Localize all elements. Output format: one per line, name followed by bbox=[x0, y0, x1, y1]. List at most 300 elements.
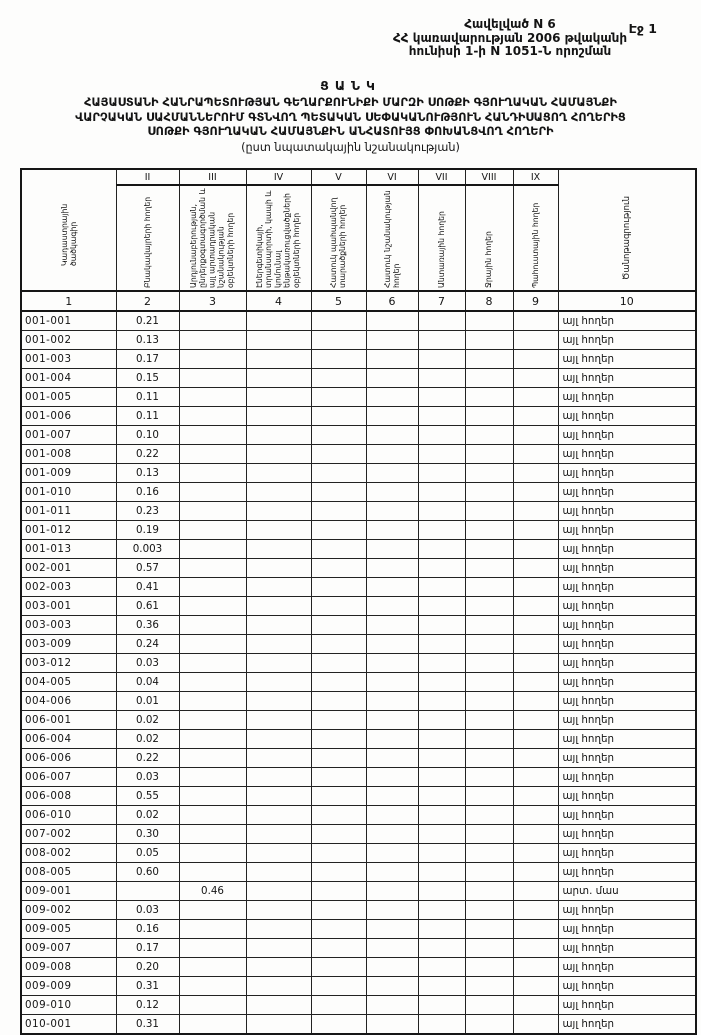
cadastral-code-cell: 003-001 bbox=[21, 597, 116, 616]
note-cell: այլ հողեր bbox=[558, 787, 696, 806]
land-area-cell bbox=[465, 311, 513, 331]
land-area-cell bbox=[465, 844, 513, 863]
land-area-cell bbox=[418, 483, 465, 502]
land-area-cell bbox=[366, 977, 418, 996]
land-area-cell bbox=[465, 559, 513, 578]
land-area-cell bbox=[418, 407, 465, 426]
land-area-cell bbox=[179, 311, 246, 331]
note-cell: այլ հողեր bbox=[558, 844, 696, 863]
table-row bbox=[21, 901, 696, 920]
land-area-cell bbox=[513, 806, 558, 825]
land-area-cell bbox=[366, 464, 418, 483]
land-area-cell bbox=[513, 426, 558, 445]
land-area-cell bbox=[513, 483, 558, 502]
note-cell: այլ հողեր bbox=[558, 711, 696, 730]
land-area-cell bbox=[513, 350, 558, 369]
land-area-cell bbox=[418, 768, 465, 787]
land-area-cell bbox=[366, 597, 418, 616]
land-area-cell: 0.57 bbox=[116, 559, 179, 578]
table-row bbox=[21, 730, 696, 749]
land-area-cell bbox=[179, 616, 246, 635]
note-cell: այլ հողեր bbox=[558, 311, 696, 331]
land-area-cell bbox=[418, 1015, 465, 1035]
land-area-cell bbox=[246, 844, 311, 863]
land-area-cell bbox=[465, 445, 513, 464]
table-row bbox=[21, 616, 696, 635]
land-area-cell bbox=[366, 787, 418, 806]
land-area-cell bbox=[418, 730, 465, 749]
table-row bbox=[21, 311, 696, 331]
land-area-cell bbox=[418, 958, 465, 977]
note-cell: այլ հողեր bbox=[558, 483, 696, 502]
land-area-cell bbox=[179, 673, 246, 692]
note-cell: այլ հողեր bbox=[558, 977, 696, 996]
table-row bbox=[21, 407, 696, 426]
land-area-cell: 0.31 bbox=[116, 1015, 179, 1035]
land-area-cell bbox=[513, 711, 558, 730]
table-row bbox=[21, 540, 696, 559]
land-area-cell bbox=[465, 730, 513, 749]
note-cell: այլ հողեր bbox=[558, 654, 696, 673]
column-number: 1 bbox=[21, 291, 116, 311]
land-area-cell bbox=[366, 692, 418, 711]
land-area-cell bbox=[366, 369, 418, 388]
land-area-cell bbox=[418, 920, 465, 939]
land-area-cell bbox=[418, 654, 465, 673]
land-area-cell bbox=[418, 388, 465, 407]
land-area-cell bbox=[246, 559, 311, 578]
land-area-cell bbox=[465, 768, 513, 787]
table-row bbox=[21, 958, 696, 977]
land-area-cell bbox=[513, 920, 558, 939]
table-row bbox=[21, 787, 696, 806]
land-area-cell bbox=[418, 616, 465, 635]
land-area-cell bbox=[246, 882, 311, 901]
note-cell: այլ հողեր bbox=[558, 597, 696, 616]
land-area-cell bbox=[246, 407, 311, 426]
table-row bbox=[21, 331, 696, 350]
land-area-cell bbox=[418, 502, 465, 521]
land-area-cell bbox=[366, 730, 418, 749]
land-area-cell bbox=[246, 502, 311, 521]
land-area-cell bbox=[366, 711, 418, 730]
land-area-cell bbox=[465, 939, 513, 958]
land-area-cell bbox=[179, 901, 246, 920]
land-area-cell bbox=[246, 673, 311, 692]
land-area-cell bbox=[179, 787, 246, 806]
land-area-cell bbox=[513, 578, 558, 597]
land-area-cell bbox=[366, 407, 418, 426]
cadastral-code-cell: 006-001 bbox=[21, 711, 116, 730]
land-area-cell bbox=[366, 654, 418, 673]
numeral-col4: IV bbox=[246, 169, 311, 185]
land-area-cell: 0.41 bbox=[116, 578, 179, 597]
land-area-cell bbox=[513, 464, 558, 483]
land-area-cell bbox=[366, 445, 418, 464]
land-area-cell: 0.17 bbox=[116, 939, 179, 958]
land-area-cell bbox=[465, 977, 513, 996]
cadastral-code-cell: 003-003 bbox=[21, 616, 116, 635]
land-area-cell bbox=[513, 635, 558, 654]
land-area-cell bbox=[465, 635, 513, 654]
land-area-cell bbox=[513, 654, 558, 673]
note-cell: այլ հողեր bbox=[558, 502, 696, 521]
land-area-cell bbox=[465, 692, 513, 711]
title-line: ՀԱՅԱՍՏԱՆԻ ՀԱՆՐԱՊԵՏՈՒԹՅԱՆ ԳԵՂԱՐՔՈՒՆԻՔԻ ՄԱՐԶԻ ՍՈԹՔԻ ԳՅՈՒՂԱԿԱՆ ՀԱՄԱՅՆՔԻ bbox=[84, 96, 617, 109]
roman-numerals-row bbox=[21, 169, 696, 185]
land-area-cell bbox=[465, 502, 513, 521]
land-area-cell bbox=[179, 692, 246, 711]
land-area-cell bbox=[465, 920, 513, 939]
note-cell: այլ հողեր bbox=[558, 388, 696, 407]
land-area-cell bbox=[311, 578, 366, 597]
land-area-cell bbox=[513, 616, 558, 635]
appendix-line: հունիսի 1-ի N 1051-Ն որոշման bbox=[408, 44, 612, 58]
table-row bbox=[21, 863, 696, 882]
land-area-cell bbox=[465, 882, 513, 901]
land-area-cell bbox=[418, 331, 465, 350]
land-area-cell bbox=[246, 730, 311, 749]
header-special-purpose-lands: Հատուկ նշանակության հողեր bbox=[366, 185, 418, 291]
cadastral-code-cell: 009-009 bbox=[21, 977, 116, 996]
cadastral-code-cell: 001-005 bbox=[21, 388, 116, 407]
land-area-cell bbox=[465, 673, 513, 692]
land-area-cell: 0.46 bbox=[179, 882, 246, 901]
land-area-cell bbox=[418, 445, 465, 464]
land-area-cell bbox=[418, 673, 465, 692]
land-area-cell bbox=[366, 673, 418, 692]
header-water-lands: Ջրային հողեր bbox=[465, 185, 513, 291]
land-area-cell bbox=[465, 616, 513, 635]
land-area-cell bbox=[246, 426, 311, 445]
land-area-cell: 0.60 bbox=[116, 863, 179, 882]
land-area-cell bbox=[311, 464, 366, 483]
land-area-cell bbox=[366, 1015, 418, 1035]
land-area-cell bbox=[366, 540, 418, 559]
land-area-cell bbox=[311, 369, 366, 388]
table-row bbox=[21, 445, 696, 464]
land-area-cell bbox=[366, 958, 418, 977]
column-number: 9 bbox=[513, 291, 558, 311]
table-row bbox=[21, 350, 696, 369]
land-area-cell bbox=[246, 388, 311, 407]
land-area-cell bbox=[311, 407, 366, 426]
cadastral-code-cell: 009-005 bbox=[21, 920, 116, 939]
land-area-cell bbox=[513, 749, 558, 768]
header-cadastral-code: Կադաստրային ծածկագիր bbox=[21, 169, 116, 291]
land-area-cell bbox=[418, 559, 465, 578]
land-area-cell bbox=[513, 958, 558, 977]
land-area-cell bbox=[311, 958, 366, 977]
land-area-cell bbox=[311, 597, 366, 616]
land-area-cell: 0.01 bbox=[116, 692, 179, 711]
document-title bbox=[0, 79, 701, 156]
note-cell: այլ հողեր bbox=[558, 825, 696, 844]
land-area-cell bbox=[465, 958, 513, 977]
land-area-cell bbox=[465, 483, 513, 502]
header-note-column: Ծանոթագրություն bbox=[558, 169, 696, 291]
column-number: 5 bbox=[311, 291, 366, 311]
land-area-cell bbox=[513, 445, 558, 464]
land-area-cell bbox=[366, 920, 418, 939]
table-row bbox=[21, 502, 696, 521]
land-area-cell bbox=[418, 863, 465, 882]
land-area-cell bbox=[311, 768, 366, 787]
header-forest-lands: Անտառային հողեր bbox=[418, 185, 465, 291]
land-area-cell bbox=[311, 616, 366, 635]
land-area-cell bbox=[366, 483, 418, 502]
land-area-cell bbox=[179, 350, 246, 369]
land-area-cell bbox=[311, 882, 366, 901]
land-area-cell bbox=[366, 901, 418, 920]
land-area-cell bbox=[311, 445, 366, 464]
land-area-cell bbox=[513, 692, 558, 711]
land-area-cell bbox=[311, 787, 366, 806]
land-area-cell bbox=[465, 654, 513, 673]
table-row bbox=[21, 806, 696, 825]
note-cell: այլ հողեր bbox=[558, 996, 696, 1015]
table-row bbox=[21, 369, 696, 388]
land-area-cell bbox=[246, 483, 311, 502]
land-area-cell bbox=[513, 939, 558, 958]
land-area-cell bbox=[366, 559, 418, 578]
land-area-cell bbox=[465, 597, 513, 616]
land-area-cell bbox=[366, 768, 418, 787]
land-area-cell bbox=[418, 787, 465, 806]
appendix-reference bbox=[345, 18, 675, 59]
land-area-cell bbox=[465, 863, 513, 882]
land-area-cell bbox=[366, 578, 418, 597]
table-row bbox=[21, 388, 696, 407]
numeral-col2: II bbox=[116, 169, 179, 185]
land-area-cell: 0.05 bbox=[116, 844, 179, 863]
land-area-cell: 0.02 bbox=[116, 730, 179, 749]
land-area-cell: 0.13 bbox=[116, 331, 179, 350]
header-residential-lands: Բնակավայրերի հողեր bbox=[116, 185, 179, 291]
land-area-cell bbox=[418, 901, 465, 920]
column-number: 6 bbox=[366, 291, 418, 311]
land-area-cell bbox=[418, 692, 465, 711]
header-protected-lands: Հատուկ պահպանվող տարածքների հողեր bbox=[311, 185, 366, 291]
cadastral-code-cell: 001-011 bbox=[21, 502, 116, 521]
land-area-cell bbox=[179, 977, 246, 996]
land-area-cell bbox=[246, 464, 311, 483]
note-cell: այլ հողեր bbox=[558, 350, 696, 369]
land-area-cell bbox=[465, 521, 513, 540]
cadastral-code-cell: 008-002 bbox=[21, 844, 116, 863]
land-area-cell bbox=[513, 311, 558, 331]
cadastral-code-cell: 006-007 bbox=[21, 768, 116, 787]
land-area-cell bbox=[311, 692, 366, 711]
cadastral-code-cell: 009-001 bbox=[21, 882, 116, 901]
title-line: ՎԱՐՉԱԿԱՆ ՍԱՀՄԱՆՆԵՐՈՒՄ ԳՏՆՎՈՂ ՊԵՏԱԿԱՆ ՍԵՓԱԿԱՆՈՒԹՅՈՒՆ ՀԱՆԴԻՍԱՑՈՂ ՀՈՂԵՐԻՑ bbox=[75, 110, 626, 124]
land-area-cell bbox=[366, 825, 418, 844]
table-row bbox=[21, 597, 696, 616]
cadastral-code-cell: 004-006 bbox=[21, 692, 116, 711]
land-area-cell bbox=[513, 787, 558, 806]
land-area-cell bbox=[246, 540, 311, 559]
land-area-cell bbox=[311, 863, 366, 882]
land-area-cell bbox=[513, 559, 558, 578]
land-area-cell bbox=[246, 616, 311, 635]
cadastral-code-cell: 009-002 bbox=[21, 901, 116, 920]
land-area-cell bbox=[465, 426, 513, 445]
table-row bbox=[21, 996, 696, 1015]
cadastral-code-cell: 009-007 bbox=[21, 939, 116, 958]
land-area-cell bbox=[179, 863, 246, 882]
land-area-cell bbox=[246, 749, 311, 768]
land-area-cell: 0.22 bbox=[116, 445, 179, 464]
land-area-cell: 0.12 bbox=[116, 996, 179, 1015]
cadastral-code-cell: 006-004 bbox=[21, 730, 116, 749]
land-area-cell bbox=[513, 825, 558, 844]
table-row bbox=[21, 521, 696, 540]
title-subtitle: (ըստ նպատակային նշանակության) bbox=[241, 140, 460, 154]
cadastral-code-cell: 006-006 bbox=[21, 749, 116, 768]
land-area-cell bbox=[311, 426, 366, 445]
header-industrial-lands: Արդյունաբերության, ընդերքօգտագործման և այլ արտադրական նշանակության օբյեկտների հողեր bbox=[179, 185, 246, 291]
cadastral-code-cell: 001-004 bbox=[21, 369, 116, 388]
land-area-cell bbox=[418, 350, 465, 369]
land-area-cell bbox=[366, 939, 418, 958]
land-area-cell bbox=[366, 806, 418, 825]
land-area-cell bbox=[465, 787, 513, 806]
land-area-cell bbox=[311, 920, 366, 939]
cadastral-code-cell: 001-006 bbox=[21, 407, 116, 426]
land-area-cell bbox=[366, 844, 418, 863]
column-number: 2 bbox=[116, 291, 179, 311]
column-number: 4 bbox=[246, 291, 311, 311]
land-area-cell bbox=[311, 559, 366, 578]
land-area-cell bbox=[366, 502, 418, 521]
land-area-cell bbox=[465, 996, 513, 1015]
land-area-cell bbox=[179, 768, 246, 787]
land-area-cell bbox=[246, 635, 311, 654]
land-area-cell: 0.02 bbox=[116, 711, 179, 730]
land-categories-table bbox=[20, 168, 697, 1035]
note-cell: այլ հողեր bbox=[558, 863, 696, 882]
land-area-cell bbox=[179, 806, 246, 825]
column-number: 3 bbox=[179, 291, 246, 311]
note-cell: այլ հողեր bbox=[558, 806, 696, 825]
table-row bbox=[21, 483, 696, 502]
note-cell: այլ հողեր bbox=[558, 407, 696, 426]
land-area-cell bbox=[311, 749, 366, 768]
land-area-cell bbox=[311, 635, 366, 654]
land-area-cell: 0.16 bbox=[116, 483, 179, 502]
land-area-cell bbox=[179, 559, 246, 578]
land-area-cell bbox=[179, 920, 246, 939]
cadastral-code-cell: 001-008 bbox=[21, 445, 116, 464]
note-cell: այլ հողեր bbox=[558, 578, 696, 597]
land-area-cell bbox=[179, 749, 246, 768]
land-area-cell bbox=[418, 578, 465, 597]
land-area-cell bbox=[366, 331, 418, 350]
land-area-cell bbox=[513, 502, 558, 521]
land-area-cell: 0.20 bbox=[116, 958, 179, 977]
land-area-cell: 0.30 bbox=[116, 825, 179, 844]
land-area-cell bbox=[246, 711, 311, 730]
land-area-cell bbox=[311, 844, 366, 863]
land-area-cell bbox=[311, 977, 366, 996]
cadastral-code-cell: 001-010 bbox=[21, 483, 116, 502]
land-area-cell bbox=[465, 350, 513, 369]
land-area-cell bbox=[179, 331, 246, 350]
cadastral-code-cell: 006-008 bbox=[21, 787, 116, 806]
land-area-cell bbox=[418, 369, 465, 388]
land-area-cell bbox=[179, 464, 246, 483]
land-area-cell bbox=[246, 958, 311, 977]
land-area-cell bbox=[513, 996, 558, 1015]
land-area-cell bbox=[246, 996, 311, 1015]
table-row bbox=[21, 825, 696, 844]
note-cell: այլ հողեր bbox=[558, 1015, 696, 1035]
land-area-cell bbox=[366, 426, 418, 445]
note-cell: այլ հողեր bbox=[558, 540, 696, 559]
land-area-cell bbox=[366, 996, 418, 1015]
land-area-cell bbox=[513, 597, 558, 616]
land-area-cell bbox=[513, 1015, 558, 1035]
land-area-cell bbox=[179, 597, 246, 616]
land-area-cell: 0.03 bbox=[116, 901, 179, 920]
land-area-cell bbox=[311, 331, 366, 350]
table-row bbox=[21, 673, 696, 692]
land-area-cell: 0.02 bbox=[116, 806, 179, 825]
land-area-cell: 0.03 bbox=[116, 654, 179, 673]
land-area-cell bbox=[513, 882, 558, 901]
land-area-cell bbox=[465, 407, 513, 426]
land-area-cell bbox=[311, 350, 366, 369]
note-cell: այլ հողեր bbox=[558, 920, 696, 939]
land-area-cell bbox=[366, 863, 418, 882]
land-area-cell bbox=[311, 730, 366, 749]
table-row bbox=[21, 920, 696, 939]
land-area-cell bbox=[366, 350, 418, 369]
land-area-cell: 0.03 bbox=[116, 768, 179, 787]
note-cell: այլ հողեր bbox=[558, 331, 696, 350]
cadastral-code-cell: 006-010 bbox=[21, 806, 116, 825]
table-row bbox=[21, 692, 696, 711]
land-area-cell bbox=[179, 540, 246, 559]
cadastral-code-cell: 001-007 bbox=[21, 426, 116, 445]
note-cell: այլ հողեր bbox=[558, 730, 696, 749]
land-area-cell bbox=[246, 768, 311, 787]
land-area-cell bbox=[513, 388, 558, 407]
note-cell: այլ հողեր bbox=[558, 958, 696, 977]
land-area-cell bbox=[311, 939, 366, 958]
land-area-cell bbox=[513, 521, 558, 540]
column-number: 7 bbox=[418, 291, 465, 311]
land-area-cell bbox=[366, 388, 418, 407]
column-number: 8 bbox=[465, 291, 513, 311]
table-row bbox=[21, 426, 696, 445]
land-area-cell bbox=[366, 749, 418, 768]
land-area-cell bbox=[311, 996, 366, 1015]
note-cell: այլ հողեր bbox=[558, 749, 696, 768]
cadastral-code-cell: 001-003 bbox=[21, 350, 116, 369]
table-row bbox=[21, 654, 696, 673]
land-area-cell bbox=[465, 711, 513, 730]
note-cell: այլ հողեր bbox=[558, 616, 696, 635]
land-area-cell bbox=[513, 673, 558, 692]
note-cell: այլ հողեր bbox=[558, 673, 696, 692]
land-area-cell bbox=[311, 673, 366, 692]
land-area-cell bbox=[246, 977, 311, 996]
land-area-cell bbox=[179, 388, 246, 407]
cadastral-code-cell: 010-001 bbox=[21, 1015, 116, 1035]
land-area-cell bbox=[179, 825, 246, 844]
land-area-cell bbox=[179, 1015, 246, 1035]
